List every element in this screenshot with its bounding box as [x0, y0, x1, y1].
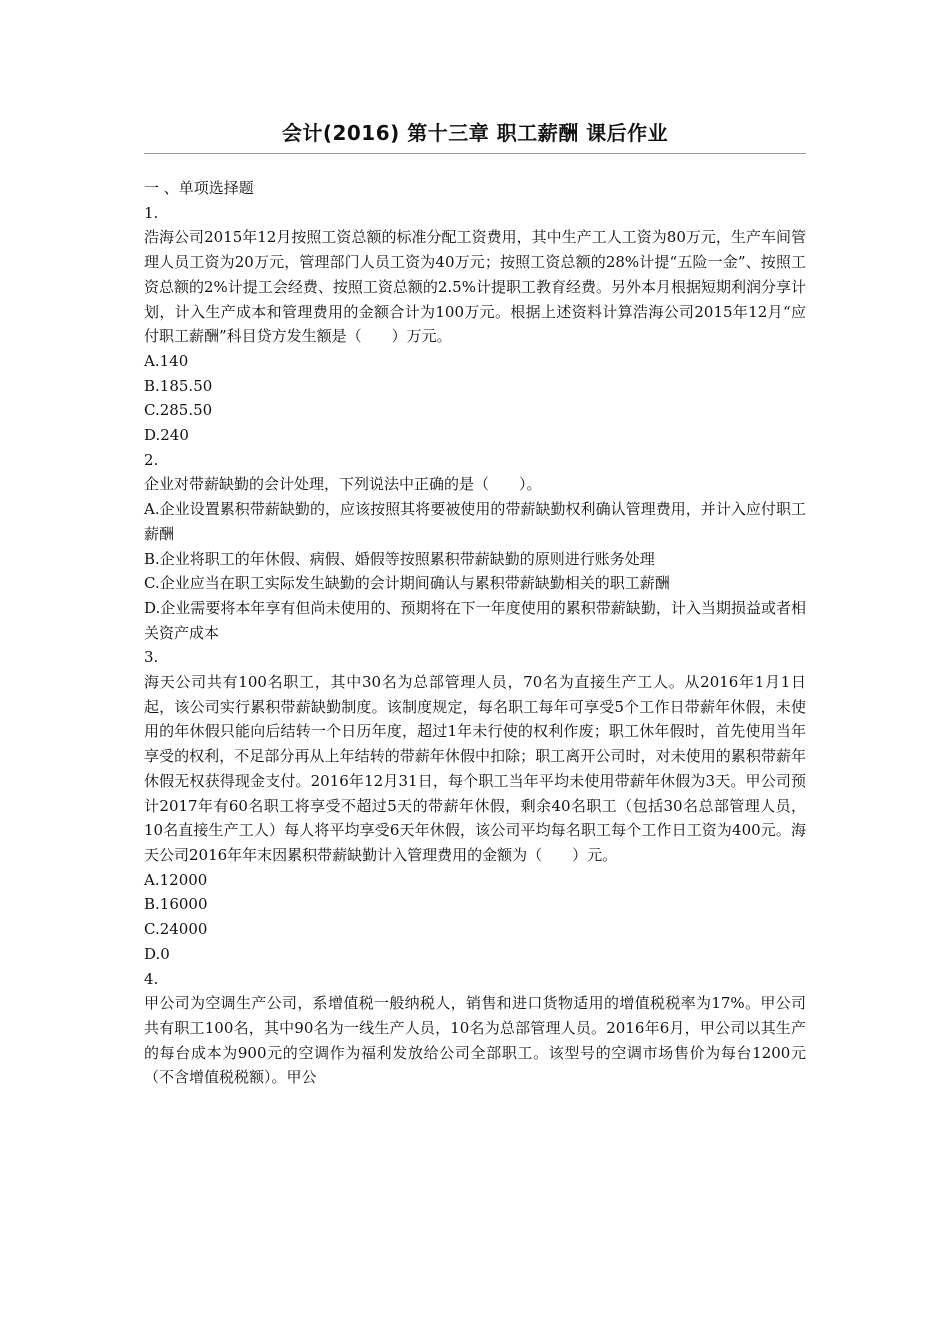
- section-heading: 一 、单项选择题: [144, 179, 254, 197]
- question-4: [144, 967, 806, 1091]
- page-title: 会计(2016) 第十三章 职工薪酬 课后作业: [281, 121, 669, 145]
- question-number: 3.: [144, 648, 159, 667]
- question-1: [144, 201, 806, 448]
- option-c[interactable]: C.企业应当在职工实际发生缺勤的会计期间确认与累积带薪缺勤相关的职工薪酬: [144, 574, 670, 593]
- option-b[interactable]: B.企业将职工的年休假、病假、婚假等按照累积带薪缺勤的原则进行账务处理: [144, 549, 655, 568]
- option-d[interactable]: D.240: [144, 426, 189, 445]
- document-page: [144, 118, 806, 1090]
- question-stem: 企业对带薪缺勤的会计处理，下列说法中正确的是（ ）。: [144, 475, 542, 494]
- question-stem: 浩海公司2015年12月按照工资总额的标准分配工资费用，其中生产工人工资为80万元，生产车间管理人员工资为20万元，管理部门人员工资为40万元；按照工资总额的28%计提“五险一金”、按照工资总额的2%计提工会经费、按照工资总额的2.5%计提职工教育经费。另外本月根据短期利润分享计划，计入生产成本和管理费用的金额合计为100万元。根据上述资料计算浩海公司2015年12月“应付职工薪酬”科目贷方发生额是（ ）万元。: [144, 228, 806, 346]
- option-c[interactable]: C.285.50: [144, 401, 213, 420]
- question-number: 2.: [144, 450, 159, 469]
- option-c[interactable]: C.24000: [144, 920, 208, 939]
- option-b[interactable]: B.16000: [144, 895, 208, 914]
- question-3: [144, 645, 806, 966]
- question-stem: 甲公司为空调生产公司，系增值税一般纳税人，销售和进口货物适用的增值税税率为17%。甲公司共有职工100名，其中90名为一线生产人员，10名为总部管理人员。2016年6月，甲公司以其生产的每台成本为900元的空调作为福利发放给公司全部职工。该型号的空调市场售价为每台1200元（不含增值税税额）。甲公: [144, 994, 806, 1087]
- title-divider: [144, 153, 806, 154]
- option-a[interactable]: A.12000: [144, 870, 208, 889]
- question-stem: 海天公司共有100名职工，其中30名为总部管理人员，70名为直接生产工人。从2016年1月1日起，该公司实行累积带薪缺勤制度。该制度规定，每名职工每年可享受5个工作日带薪年休假，未使用的年休假只能向后结转一个日历年度，超过1年未行使的权利作废；职工休年假时，首先使用当年享受的权利，不足部分再从上年结转的带薪年休假中扣除；职工离开公司时，对未使用的累积带薪年休假无权获得现金支付。2016年12月31日，每个职工当年平均未使用带薪年休假为3天。甲公司预计2017年有60名职工将享受不超过5天的带薪年休假，剩余40名职工（包括30名总部管理人员，10名直接生产工人）每人将平均享受6天年休假，该公司平均每名职工每个工作日工资为400元。海天公司2016年年末因累积带薪缺勤计入管理费用的金额为（ ）元。: [144, 673, 806, 864]
- question-2: [144, 448, 806, 646]
- option-a[interactable]: A.140: [144, 351, 189, 370]
- question-number: 4.: [144, 969, 159, 988]
- option-b[interactable]: B.185.50: [144, 376, 213, 395]
- question-number: 1.: [144, 203, 159, 222]
- option-d[interactable]: D.企业需要将本年享有但尚未使用的、预期将在下一年度使用的累积带薪缺勤，计入当期损益或者相关资产成本: [144, 598, 806, 642]
- option-d[interactable]: D.0: [144, 944, 170, 963]
- option-a[interactable]: A.企业设置累积带薪缺勤的，应该按照其将要被使用的带薪缺勤权利确认管理费用，并计入应付职工薪酬: [144, 500, 806, 543]
